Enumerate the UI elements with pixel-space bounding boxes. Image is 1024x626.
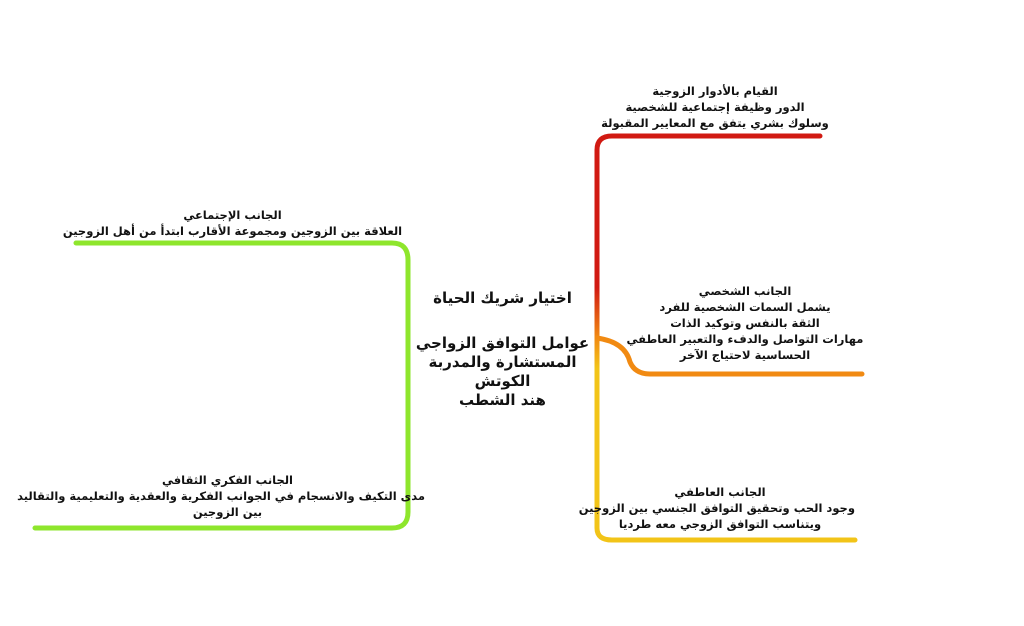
cultural-line: بين الزوجين: [192, 505, 263, 519]
central-subtitle-line: المستشارة والمدربة الكوتش: [428, 353, 577, 390]
emotional-line: ويتناسب التوافق الزوجي معه طرديا: [618, 517, 822, 531]
branch-cultural-label: [17, 472, 425, 520]
branch-emotional-label: [578, 484, 855, 532]
central-subtitle-line: هند الشطب: [459, 391, 546, 409]
social-line: العلاقة بين الزوجين ومجموعة الأقارب ابتدأ من أهل الزوجين: [62, 224, 403, 238]
personal-line: الثقة بالنفس وتوكيد الذات: [670, 316, 820, 330]
roles-line: الدور وظيفة إجتماعية للشخصية: [625, 100, 805, 114]
roles-line: وسلوك بشري يتفق مع المعايير المقبولة: [601, 116, 829, 130]
branch-social-label: [60, 207, 405, 239]
central-topic: [405, 289, 600, 410]
personal-line: مهارات التواصل والدفء والتعبير العاطفي: [626, 332, 864, 346]
emotional-line: وجود الحب وتحقيق التوافق الجنسي بين الزوجين: [578, 501, 855, 515]
cultural-line: الجانب الفكري الثقافي: [162, 473, 293, 487]
branch-roles-label: [590, 83, 840, 131]
social-line: الجانب الإجتماعي: [183, 208, 282, 222]
central-subtitle-line: عوامل التوافق الزواجي: [415, 334, 590, 352]
roles-line: القيام بالأدوار الزوجية: [652, 84, 778, 98]
emotional-line: الجانب العاطفي: [674, 485, 766, 499]
branch-social-line: [76, 243, 408, 400]
personal-line: الجانب الشخصي: [698, 284, 792, 298]
central-title: اختيار شريك الحياة: [433, 289, 572, 307]
cultural-line: مدى التكيف والانسجام في الجوانب الفكرية والعقدية والتعليمية والتقاليد: [17, 489, 425, 503]
personal-line: يشمل السمات الشخصية للفرد: [659, 300, 831, 314]
branch-personal-label: [620, 283, 870, 363]
personal-line: الحساسية لاحتياج الآخر: [679, 348, 811, 362]
